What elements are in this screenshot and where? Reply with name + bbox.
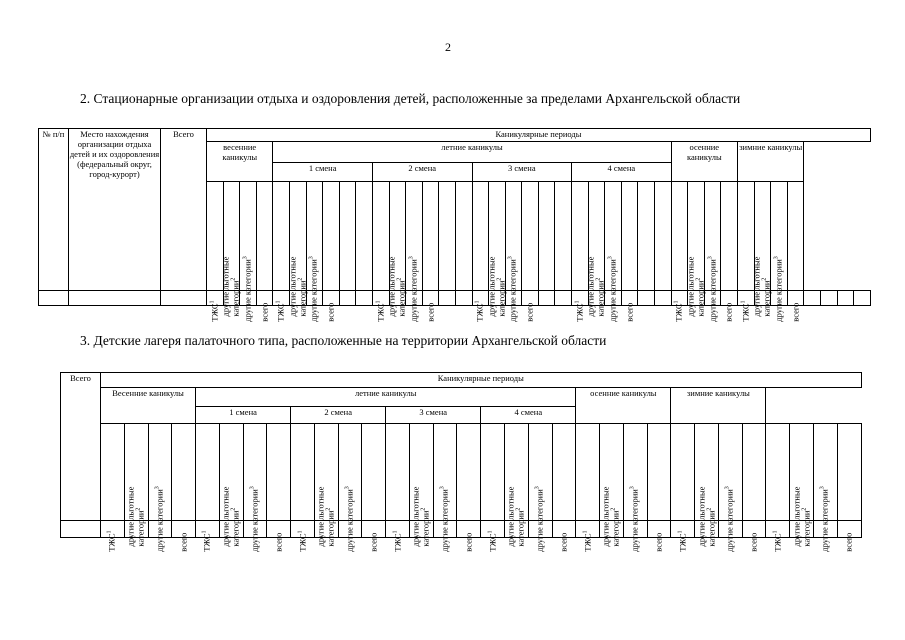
other-label: другие категории xyxy=(507,258,518,322)
benefit-label-line1: другие льготные xyxy=(386,256,397,317)
subcol-tzhs xyxy=(766,424,790,552)
data-cell[interactable] xyxy=(854,291,871,306)
tzhs-label: ТЖС xyxy=(201,532,212,552)
header-summer-label: летние каникулы xyxy=(354,388,417,398)
header-summer-label: летние каникулы xyxy=(441,142,503,152)
benefit-label-line2: категории xyxy=(135,510,146,547)
subcol-other-categories xyxy=(718,424,742,552)
other-label: другие категории xyxy=(408,258,419,322)
empty-subcol xyxy=(538,182,555,291)
subcol-other-categories xyxy=(704,182,721,322)
data-cell[interactable] xyxy=(161,291,207,306)
benefit-footnote: 2 xyxy=(420,507,427,511)
other-footnote: 3 xyxy=(724,485,731,489)
header-winter xyxy=(671,388,766,424)
benefit-label-line1: другие льготные xyxy=(220,256,231,317)
subcol-other-categories xyxy=(148,424,172,552)
tzhs-footnote: 1 xyxy=(673,299,680,303)
header-shift3-label: 3 смена xyxy=(419,407,448,417)
other-label: другие категории xyxy=(706,258,717,322)
benefit-label-line1: другие льготные xyxy=(585,256,596,317)
data-cell[interactable] xyxy=(837,291,854,306)
benefit-label-line2: категории xyxy=(420,510,431,547)
subcol-other-benefit xyxy=(220,182,241,317)
total-label: всего xyxy=(653,532,664,552)
header-shift4-label: 4 смена xyxy=(607,163,636,173)
subcol-other-benefit xyxy=(386,182,407,317)
other-label: другие категории xyxy=(154,488,165,552)
header-spring xyxy=(101,388,196,424)
subcol-other-benefit xyxy=(486,182,506,317)
subcol-other-categories xyxy=(505,182,522,322)
other-footnote: 3 xyxy=(249,485,256,489)
header-shift2 xyxy=(372,163,472,182)
subcol-other-categories xyxy=(605,182,622,322)
subcol-tzhs xyxy=(386,424,410,552)
header-shift3 xyxy=(386,407,481,424)
other-footnote: 3 xyxy=(242,255,249,259)
benefit-label-line1: другие льготные xyxy=(315,486,326,547)
benefit-label-line1: другие льготные xyxy=(287,256,298,317)
tzhs-footnote: 1 xyxy=(772,529,779,533)
total-label: всего xyxy=(524,302,535,322)
header-periods-label: Каникулярные периоды xyxy=(437,373,524,383)
subcol-total xyxy=(422,182,439,322)
benefit-footnote: 2 xyxy=(695,277,702,281)
subcol-other-benefit xyxy=(600,424,624,547)
subcol-tzhs xyxy=(101,424,125,552)
tzhs-label: ТЖС xyxy=(474,302,485,322)
other-footnote: 3 xyxy=(534,485,541,489)
benefit-footnote: 2 xyxy=(595,277,602,281)
benefit-footnote: 2 xyxy=(396,277,403,281)
col-total xyxy=(61,373,101,521)
subcol-other-categories xyxy=(240,182,257,322)
subcol-other-benefit xyxy=(314,424,338,547)
subcol-tzhs xyxy=(196,424,220,552)
benefit-label-line2: категории xyxy=(296,280,307,317)
subcol-other-categories xyxy=(306,182,323,322)
data-cell[interactable] xyxy=(356,291,373,306)
data-cell[interactable] xyxy=(439,291,456,306)
tzhs-footnote: 1 xyxy=(106,529,113,533)
subcol-total xyxy=(362,424,386,552)
subcol-total xyxy=(256,182,273,322)
header-autumn xyxy=(671,142,737,182)
col-location-label: Место нахождения организации отдыха детей и их оздоровления (федеральный округ, город-курорт) xyxy=(69,129,160,179)
subcol-other-benefit xyxy=(790,424,814,547)
tzhs-label: ТЖС xyxy=(209,302,220,322)
header-shift1-label: 1 смена xyxy=(308,163,337,173)
benefit-label-line2: категории xyxy=(705,510,716,547)
header-spring-label: весенние каникулы xyxy=(222,142,258,162)
benefit-footnote: 2 xyxy=(496,277,503,281)
data-cell[interactable] xyxy=(455,291,472,306)
subcol-other-categories xyxy=(623,424,647,552)
benefit-label-line2: категории xyxy=(610,510,621,547)
tzhs-label: ТЖС xyxy=(677,532,687,552)
benefit-label-line1: другие льготные xyxy=(125,486,136,547)
total-label: всего xyxy=(558,532,569,552)
col-total xyxy=(161,129,207,291)
subcol-total xyxy=(552,424,576,552)
table-section-2 xyxy=(38,128,871,322)
data-cell[interactable] xyxy=(555,291,572,306)
subcol-other-benefit xyxy=(695,424,719,547)
header-shift2-label: 2 смена xyxy=(408,163,437,173)
tzhs-label: ТЖС xyxy=(296,532,307,552)
other-footnote: 3 xyxy=(439,485,446,489)
subcol-other-categories xyxy=(528,424,552,552)
subcol-tzhs xyxy=(291,424,315,552)
subcol-other-benefit xyxy=(505,424,529,547)
other-footnote: 3 xyxy=(607,255,614,259)
header-shift2-label: 2 смена xyxy=(324,407,352,417)
other-label: другие категории xyxy=(724,488,735,552)
data-cell[interactable] xyxy=(804,291,821,306)
col-location xyxy=(69,129,161,291)
section-3-title: 3. Детские лагеря палаточного типа, расположенные на территории Архангельской области xyxy=(80,333,607,348)
total-label: всего xyxy=(272,532,283,552)
benefit-footnote: 2 xyxy=(135,507,142,511)
header-winter-label: зимние каникулы xyxy=(739,142,803,152)
other-label: другие категории xyxy=(534,488,545,552)
data-cell[interactable] xyxy=(655,291,672,306)
benefit-label-line1: другие льготные xyxy=(791,486,802,547)
tzhs-label: ТЖС xyxy=(106,532,117,552)
benefit-label-line1: другие льготные xyxy=(220,486,231,547)
benefit-label-line2: категории xyxy=(396,280,407,317)
benefit-label-line2: категории xyxy=(761,280,772,317)
benefit-label-line2: категории xyxy=(495,280,506,317)
subcol-other-benefit xyxy=(219,424,243,547)
other-label: другие категории xyxy=(629,488,640,552)
benefit-footnote: 2 xyxy=(515,507,522,511)
benefit-label-line2: категории xyxy=(515,510,526,547)
tzhs-footnote: 1 xyxy=(209,299,216,303)
benefit-footnote: 2 xyxy=(761,277,768,281)
total-label: всего xyxy=(463,532,474,552)
subcol-total xyxy=(323,182,340,322)
empty-subcol xyxy=(339,182,356,291)
subcol-total xyxy=(621,182,638,322)
header-shift4 xyxy=(572,163,672,182)
header-shift4-label: 4 смена xyxy=(514,407,543,417)
subcol-other-categories xyxy=(771,182,788,322)
empty-subcol xyxy=(356,182,373,291)
total-label: всего xyxy=(325,302,336,322)
empty-subcol xyxy=(655,182,672,291)
col-number-label: № п/п xyxy=(42,129,65,139)
section-2-title: 2. Стационарные организации отдыха и оздоровления детей, расположенные за пределами Архангельской области xyxy=(80,91,741,106)
empty-subcol xyxy=(638,182,655,291)
header-shift3-label: 3 смена xyxy=(507,163,536,173)
subcol-total xyxy=(837,424,861,552)
tzhs-footnote: 1 xyxy=(582,529,589,533)
data-cell[interactable] xyxy=(538,291,555,306)
benefit-footnote: 2 xyxy=(325,507,332,511)
benefit-footnote: 2 xyxy=(296,277,303,281)
subcol-total xyxy=(457,424,481,552)
benefit-footnote: 2 xyxy=(705,507,712,511)
subcol-other-categories xyxy=(406,182,423,322)
benefit-label-line1: другие льготные xyxy=(685,256,696,317)
tzhs-footnote: 1 xyxy=(740,299,747,303)
total-label: всего xyxy=(789,302,800,322)
subcol-total xyxy=(787,182,804,322)
tzhs-label: ТЖС xyxy=(275,302,286,322)
other-label: другие категории xyxy=(344,488,355,552)
other-label: другие категории xyxy=(308,258,319,322)
data-cell[interactable] xyxy=(339,291,356,306)
tzhs-label: ТЖС xyxy=(574,302,585,322)
header-summer xyxy=(273,142,671,163)
subcol-other-benefit xyxy=(124,424,148,547)
other-footnote: 3 xyxy=(408,255,415,259)
header-summer xyxy=(196,388,576,407)
other-footnote: 3 xyxy=(308,255,315,259)
benefit-label-line1: другие льготные xyxy=(410,486,421,547)
benefit-label-line1: другие льготные xyxy=(696,486,707,547)
header-winter xyxy=(738,142,804,182)
total-label: всего xyxy=(623,302,634,322)
subcol-other-benefit xyxy=(751,182,772,317)
subcol-other-benefit xyxy=(409,424,433,547)
header-shift1 xyxy=(273,163,373,182)
benefit-label-line2: категории xyxy=(325,510,336,547)
tzhs-label: ТЖС xyxy=(581,532,592,552)
subcol-other-categories xyxy=(433,424,457,552)
benefit-label-line1: другие льготные xyxy=(751,256,762,317)
benefit-footnote: 2 xyxy=(800,507,807,511)
empty-subcol xyxy=(455,182,472,291)
tzhs-footnote: 1 xyxy=(574,299,581,303)
data-cell[interactable] xyxy=(820,291,837,306)
tzhs-footnote: 1 xyxy=(474,299,481,303)
data-cell[interactable] xyxy=(69,291,161,306)
header-autumn xyxy=(576,388,671,424)
benefit-label-line2: категории xyxy=(800,510,811,547)
subcol-tzhs xyxy=(671,424,695,552)
other-footnote: 3 xyxy=(344,485,351,489)
col-number xyxy=(39,129,69,291)
tzhs-label: ТЖС xyxy=(374,302,385,322)
other-label: другие категории xyxy=(819,488,830,552)
total-label: всего xyxy=(723,302,734,322)
other-label: другие категории xyxy=(242,258,253,322)
subcol-tzhs xyxy=(481,424,505,552)
header-spring xyxy=(207,142,273,182)
tzhs-footnote: 1 xyxy=(296,529,303,533)
tzhs-label: ТЖС xyxy=(772,532,783,552)
tzhs-label: ТЖС xyxy=(673,302,684,322)
subcol-total xyxy=(742,424,766,552)
tzhs-footnote: 1 xyxy=(275,299,282,303)
header-spring-label: Весенние каникулы xyxy=(112,388,184,398)
tzhs-footnote: 1 xyxy=(487,529,494,533)
benefit-label-line2: категории xyxy=(595,280,606,317)
header-periods xyxy=(207,129,871,142)
other-footnote: 3 xyxy=(773,255,780,259)
header-shift4 xyxy=(481,407,576,424)
header-winter-label: зимние каникулы xyxy=(686,388,750,398)
benefit-label-line2: категории xyxy=(695,280,706,317)
header-autumn-label: осенние каникулы xyxy=(590,388,657,398)
total-label: всего xyxy=(424,302,435,322)
tzhs-label: ТЖС xyxy=(486,532,497,552)
other-footnote: 3 xyxy=(507,255,514,259)
other-label: другие категории xyxy=(607,258,618,322)
tzhs-label: ТЖС xyxy=(740,302,751,322)
subcol-other-benefit xyxy=(585,182,606,317)
other-label: другие категории xyxy=(249,488,260,552)
subcol-total xyxy=(522,182,539,322)
other-label: другие категории xyxy=(773,258,784,322)
header-autumn-label: осенние каникулы xyxy=(686,142,722,162)
tzhs-footnote: 1 xyxy=(375,299,382,303)
tzhs-footnote: 1 xyxy=(391,529,398,533)
other-footnote: 3 xyxy=(629,485,636,489)
subcol-other-categories xyxy=(813,424,837,552)
subcol-total xyxy=(647,424,671,552)
other-label: другие категории xyxy=(439,488,450,552)
page-number: 2 xyxy=(445,40,451,54)
empty-subcol xyxy=(439,182,456,291)
empty-subcol xyxy=(555,182,572,291)
benefit-footnote: 2 xyxy=(230,507,237,511)
header-periods-label: Каникулярные периоды xyxy=(495,129,582,139)
tzhs-footnote: 1 xyxy=(201,529,208,533)
benefit-footnote: 2 xyxy=(610,507,617,511)
total-label: всего xyxy=(748,532,759,552)
benefit-label-line1: другие льготные xyxy=(505,486,516,547)
tzhs-label: ТЖС xyxy=(391,532,402,552)
col-total-label: Всего xyxy=(173,129,194,139)
header-shift3 xyxy=(472,163,572,182)
subcol-other-benefit xyxy=(287,182,307,317)
benefit-label-line2: категории xyxy=(230,510,241,547)
benefit-footnote: 2 xyxy=(230,277,237,281)
other-footnote: 3 xyxy=(707,255,714,259)
subcol-tzhs xyxy=(576,424,600,552)
subcol-total xyxy=(172,424,196,552)
data-cell[interactable] xyxy=(61,521,101,538)
total-label: всего xyxy=(258,302,269,322)
total-label: всего xyxy=(177,532,188,552)
subcol-total xyxy=(721,182,738,322)
other-footnote: 3 xyxy=(819,485,826,489)
subcol-other-categories xyxy=(338,424,362,552)
total-label: всего xyxy=(368,532,379,552)
data-cell[interactable] xyxy=(638,291,655,306)
table-section-3 xyxy=(60,372,862,552)
total-label: всего xyxy=(843,532,854,552)
header-shift1-label: 1 смена xyxy=(229,407,257,417)
header-periods xyxy=(101,373,862,388)
subcol-total xyxy=(267,424,291,552)
header-shift2 xyxy=(291,407,386,424)
col-total-label: Всего xyxy=(70,373,91,383)
other-footnote: 3 xyxy=(154,485,161,489)
tzhs-footnote: 1 xyxy=(677,529,684,533)
benefit-label-line1: другие льготные xyxy=(600,486,611,547)
benefit-label-line1: другие льготные xyxy=(486,256,497,317)
benefit-label-line2: категории xyxy=(230,280,241,317)
data-cell[interactable] xyxy=(39,291,69,306)
header-shift1 xyxy=(196,407,291,424)
subcol-other-benefit xyxy=(685,182,706,317)
subcol-other-categories xyxy=(243,424,267,552)
